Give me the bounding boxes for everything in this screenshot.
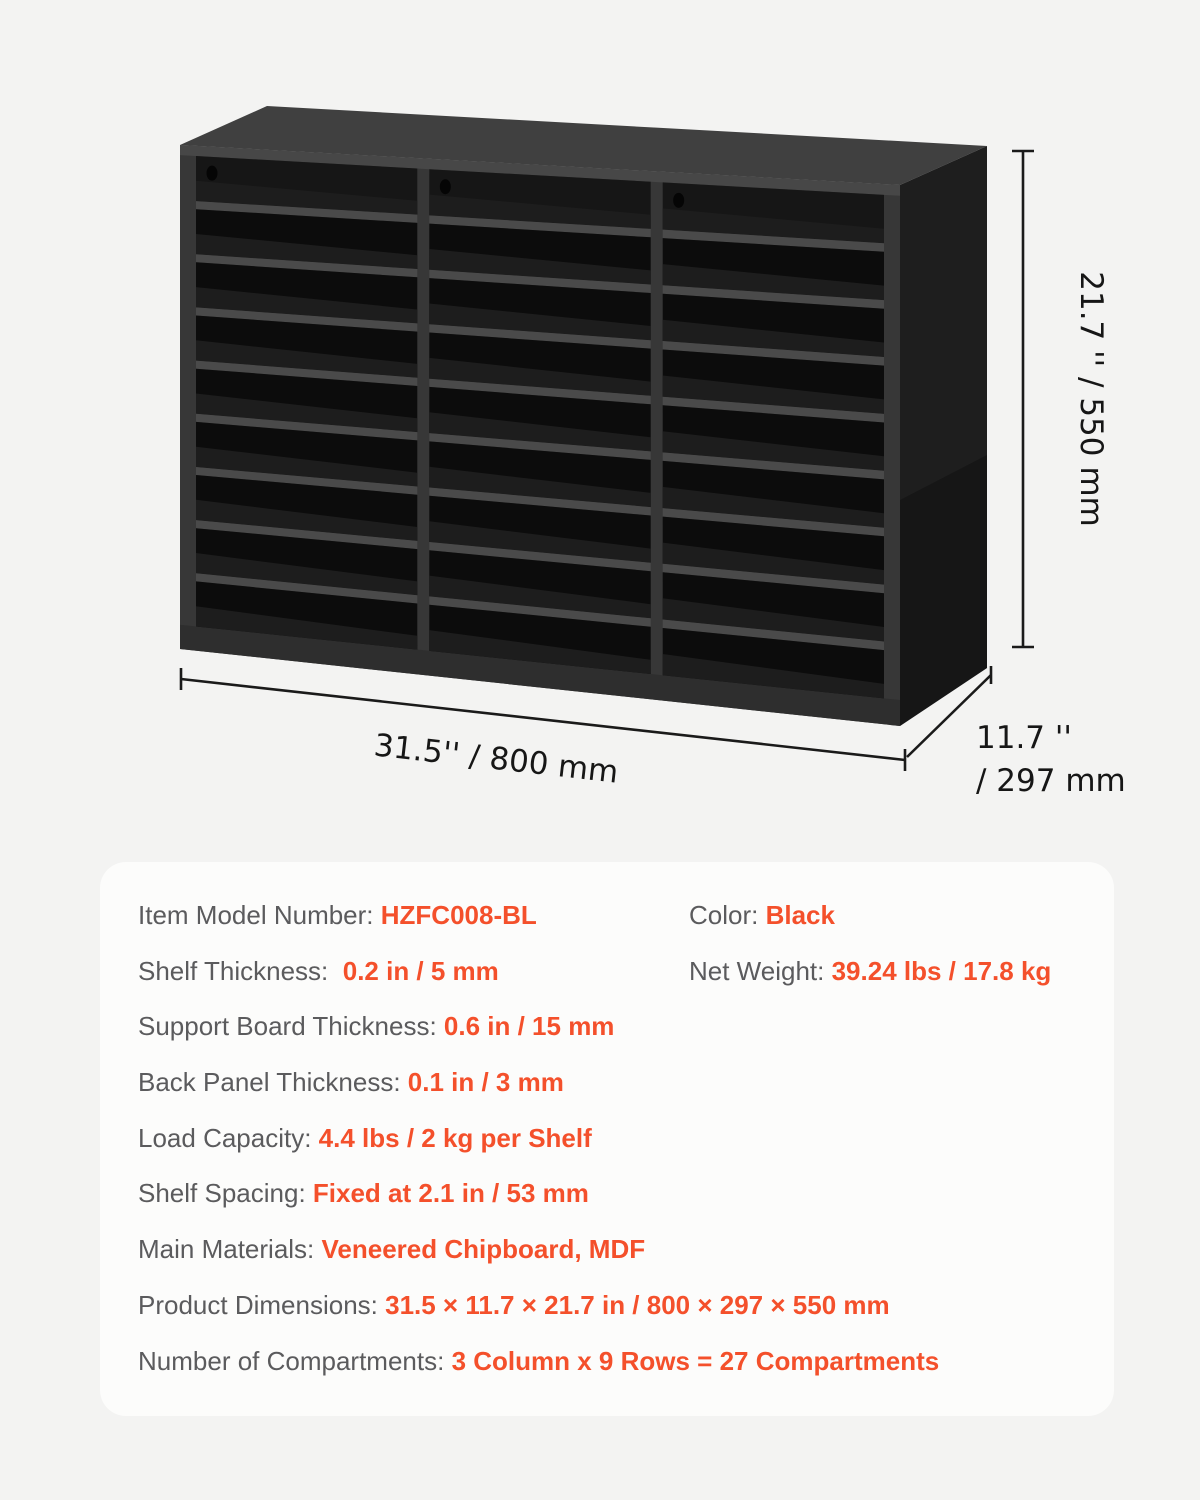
height-dimension [1012,151,1109,647]
spec-value: Veneered Chipboard, MDF [321,1234,646,1265]
width-dim-label: 31.5'' / 800 mm [372,727,621,791]
spec-label: Main Materials: [138,1234,322,1265]
spec-value: HZFC008-BL [380,900,537,930]
spec-cell-left [138,1234,645,1264]
spec-row [138,1288,1114,1322]
spec-cell-left [138,1290,890,1320]
spec-cell-left [138,956,499,986]
spec-value: 4.4 lbs / 2 kg per Shelf [318,1122,592,1153]
spec-value: 0.2 in / 5 mm [342,955,499,986]
spec-value: 3 Column x 9 Rows = 27 Compartments [451,1345,940,1376]
spec-row [138,898,1114,932]
spec-value: Black [765,900,835,930]
spec-label: Item Model Number: [138,900,381,930]
spec-label: Load Capacity: [138,1122,319,1153]
spec-cell-left [138,1067,564,1097]
spec-panel [100,862,1114,1416]
spec-row [138,1121,1114,1155]
spec-row [138,1232,1114,1266]
spec-label: Product Dimensions: [138,1289,386,1320]
height-dim-label: 21.7 '' / 550 mm [1073,271,1109,527]
spec-rows [138,898,1114,1378]
spec-label: Shelf Thickness: [138,955,343,986]
spec-cell-left [138,1178,589,1208]
cabinet-side-face-shade [900,455,987,726]
spec-label: Color: [689,900,766,930]
spec-label: Support Board Thickness: [138,1011,444,1042]
spec-value: 0.6 in / 15 mm [443,1011,615,1042]
spec-value: Fixed at 2.1 in / 53 mm [312,1178,589,1209]
spec-label: Number of Compartments: [138,1345,452,1376]
spec-label: Net Weight: [689,955,832,986]
screw-hole [440,179,451,194]
spec-row [138,1065,1114,1099]
organizer-cabinet [180,106,987,726]
spec-cell-left [138,900,537,930]
spec-label: Shelf Spacing: [138,1178,313,1209]
spec-cell-left [138,1011,614,1041]
spec-cell-left [138,1123,592,1153]
spec-row [138,954,1114,988]
spec-value: 31.5 × 11.7 × 21.7 in / 800 × 297 × 550 mm [385,1289,890,1320]
spec-row [138,1344,1114,1378]
depth-dim-label-line2: / 297 mm [976,763,1126,799]
spec-value: 0.1 in / 3 mm [407,1067,564,1098]
spec-label: Back Panel Thickness: [138,1067,408,1098]
spec-cell-right [689,898,835,932]
spec-row [138,1176,1114,1210]
screw-hole [207,166,218,181]
screw-hole [673,193,684,208]
spec-cell-left [138,1346,939,1376]
depth-dim-label-line1: 11.7 '' [976,720,1072,756]
spec-cell-right [689,954,1051,988]
spec-row [138,1009,1114,1043]
spec-value: 39.24 lbs / 17.8 kg [831,955,1052,986]
